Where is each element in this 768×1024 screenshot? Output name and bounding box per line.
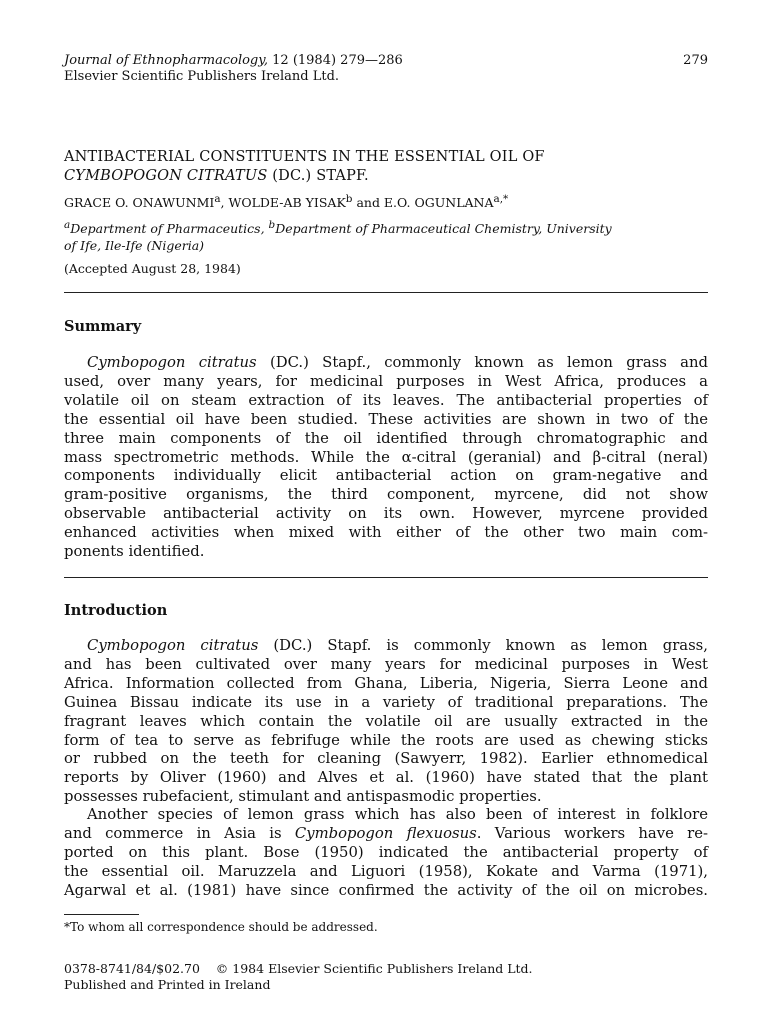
text-line	[64, 844, 708, 863]
line-text: and commerce in Asia is	[64, 824, 295, 842]
divider-top	[64, 292, 708, 293]
journal-issue: 12 (1984) 279—286	[272, 53, 403, 68]
affiliation-line-1	[64, 217, 714, 237]
line-text: three main components of the oil identified through chromatographic and	[64, 429, 708, 447]
article-title	[64, 148, 545, 186]
summary-heading: Summary	[64, 318, 142, 335]
text-line	[64, 863, 708, 882]
line-text: components individually elicit antibacterial action on gram-negative and	[64, 467, 708, 485]
line-text: enhanced activities when mixed with either of the other two main com-	[64, 524, 708, 542]
page-number: 279	[683, 53, 708, 68]
affiliations	[64, 217, 714, 254]
line-text: reports by Oliver (1960) and Alves et al. (1960) have stated that the plant	[64, 769, 708, 787]
copyright-block	[64, 961, 533, 993]
author-name: E.O. OGUNLANA	[383, 195, 494, 211]
text-line	[64, 806, 708, 825]
text-line	[64, 675, 708, 694]
author-list	[64, 191, 508, 211]
text-line	[64, 392, 708, 411]
title-authority: (DC.) STAPF.	[267, 168, 369, 184]
author-name: GRACE O. ONAWUNMI	[64, 195, 215, 211]
line-text: . Various workers have re-	[476, 824, 709, 842]
line-text: the essential oil. Maruzzela and Liguori (1958), Kokate and Varma (1971),	[64, 862, 708, 880]
text-line	[64, 732, 708, 751]
text-line	[64, 373, 708, 392]
title-species: CYMBOPOGON CITRATUS	[64, 168, 268, 184]
species-name: Cymbopogon flexuosus	[294, 824, 477, 842]
text-line	[64, 694, 708, 713]
line-text: mass spectrometric methods. While the α-citral (geranial) and β-citral (neral)	[64, 448, 708, 466]
line-text: Another species of lemon grass which has also been of interest in folklore	[87, 806, 708, 823]
text-line	[64, 486, 708, 505]
author-affiliation-marker: b	[345, 193, 353, 205]
text-line	[64, 788, 708, 807]
line-text: (DC.) Stapf., commonly known as lemon grass and	[256, 354, 708, 371]
species-name: Cymbopogon citratus	[87, 354, 257, 371]
text-line	[64, 882, 708, 901]
text-line	[64, 505, 708, 524]
printed-line: Published and Printed in Ireland	[64, 977, 271, 992]
publisher: Elsevier Scientific Publishers Ireland Ltd.	[64, 69, 340, 84]
line-text: and has been cultivated over many years for medicinal purposes in West	[64, 655, 708, 673]
text-line	[64, 656, 708, 675]
author-separator: and	[352, 195, 384, 211]
line-text: or rubbed on the teeth for cleaning (Sawyerr, 1982). Earlier ethnomedical	[64, 750, 708, 768]
text-line	[64, 543, 708, 562]
line-text: Guinea Bissau indicate its use in a variety of traditional preparations. The	[64, 693, 708, 711]
author-affiliation-marker: a	[214, 193, 221, 205]
line-text: Agarwal et al. (1981) have since confirmed the activity of the oil on microbes.	[64, 881, 708, 899]
line-text: possesses rubefacient, stimulant and antispasmodic properties.	[64, 788, 542, 806]
line-text: (DC.) Stapf. is commonly known as lemon grass,	[258, 637, 708, 654]
title-line-2	[64, 167, 545, 186]
text-line	[64, 637, 708, 656]
affiliation-marker-b: b	[268, 219, 276, 231]
line-text: ponents identified.	[64, 543, 205, 561]
introduction-paragraph-2	[64, 806, 708, 901]
accepted-date: (Accepted August 28, 1984)	[64, 261, 241, 276]
text-line	[64, 825, 708, 844]
text-line	[64, 449, 708, 468]
text-line	[64, 411, 708, 430]
divider-bottom	[64, 577, 708, 578]
title-line-1: ANTIBACTERIAL CONSTITUENTS IN THE ESSENTIAL OIL OF	[64, 149, 545, 165]
copyright-line: 0378-8741/84/$02.70 © 1984 Elsevier Scientific Publishers Ireland Ltd.	[64, 961, 533, 976]
introduction-paragraph-1	[64, 637, 708, 807]
introduction-heading: Introduction	[64, 602, 168, 619]
line-text: volatile oil on steam extraction of its leaves. The antibacterial properties of	[64, 391, 708, 409]
text-line	[64, 750, 708, 769]
text-line	[64, 524, 708, 543]
journal-name: Journal of Ethnopharmacology,	[64, 53, 268, 68]
footnote-rule	[64, 914, 139, 915]
text-line	[64, 354, 708, 373]
affiliation-marker-a: a	[64, 219, 71, 231]
line-text: ported on this plant. Bose (1950) indicated the antibacterial property of	[64, 843, 708, 861]
line-text: gram-positive organisms, the third component, myrcene, did not show	[64, 486, 708, 504]
species-name: Cymbopogon citratus	[87, 637, 259, 654]
line-text: Africa. Information collected from Ghana, Liberia, Nigeria, Sierra Leone and	[64, 674, 708, 692]
line-text: used, over many years, for medicinal purposes in West Africa, produces a	[64, 372, 708, 390]
text-line	[64, 430, 708, 449]
affiliation-line-2: of Ife, Ile-Ife (Nigeria)	[64, 238, 205, 254]
line-text: the essential oil have been studied. These activities are shown in two of the	[64, 410, 708, 428]
journal-header	[64, 53, 403, 85]
affiliation-a: Department of Pharmaceutics,	[70, 221, 269, 237]
author-name: WOLDE-AB YISAK	[228, 195, 346, 211]
author-separator: ,	[220, 195, 229, 211]
text-line	[64, 467, 708, 486]
line-text: form of tea to serve as febrifuge while the roots are used as chewing sticks	[64, 731, 708, 749]
line-text: fragrant leaves which contain the volatile oil are usually extracted in the	[64, 712, 708, 730]
text-line	[64, 769, 708, 788]
footnote: *To whom all correspondence should be addressed.	[64, 920, 378, 934]
text-line	[64, 713, 708, 732]
line-text: observable antibacterial activity on its own. However, myrcene provided	[64, 505, 708, 523]
author-affiliation-marker: a,*	[493, 193, 509, 205]
summary-paragraph	[64, 354, 708, 562]
affiliation-b: Department of Pharmaceutical Chemistry, University	[275, 221, 612, 237]
